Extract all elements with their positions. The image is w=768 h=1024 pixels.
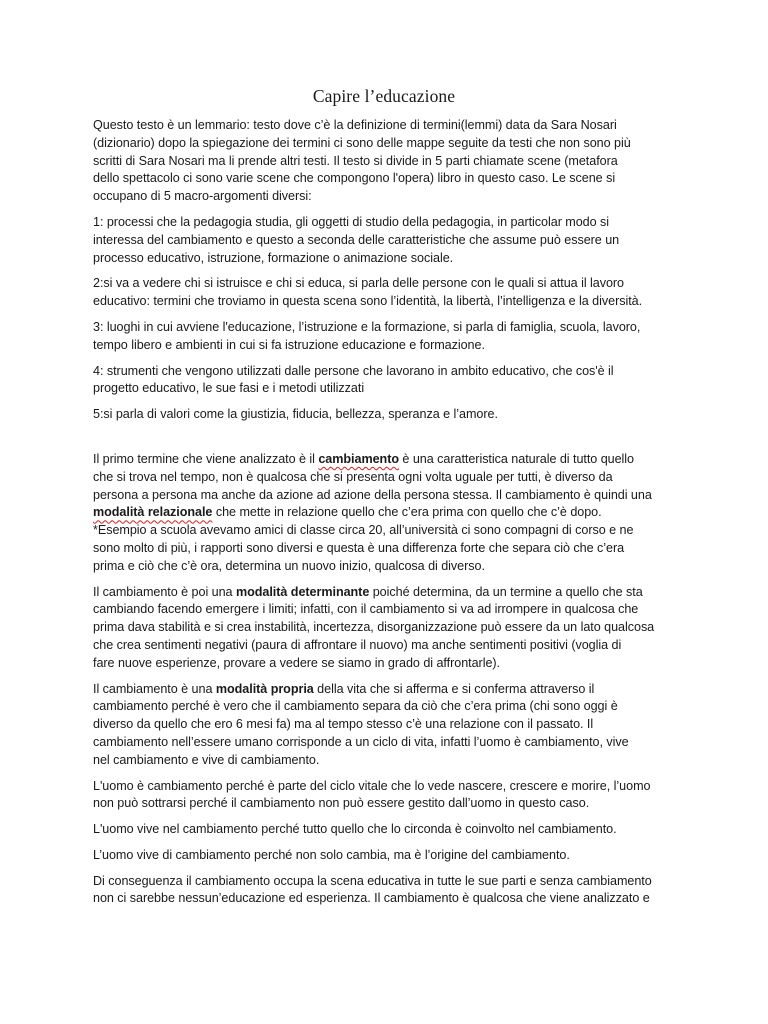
text-line: L'uomo è cambiamento perché è parte del ciclo vitale che lo vede nascere, crescere e morire, l’uomo (93, 778, 651, 793)
text-line: 5:si parla di valori come la giustizia, fiducia, bellezza, speranza e l’amore. (93, 407, 498, 422)
text-segment: Il cambiamento è poi una (93, 584, 236, 599)
text-line: scritti di Sara Nosari ma li prende altri testi. Il testo si divide in 5 parti chiamate scene (metafora (93, 153, 618, 168)
text-segment: che mette in relazione quello che c’era prima con quello che c’è dopo. (212, 505, 602, 520)
text-line: 1: processi che la pedagogia studia, gli oggetti di studio della pedagogia, in particolar modo si (93, 214, 610, 229)
text-line: prima dava stabilità e si crea instabilità, incertezza, disorganizzazione può essere da un lato qualcosa (93, 620, 655, 635)
text-line: sono molto di più, i rapporti sono diversi e questa è una differenza forte che separa ciò che c’era (93, 540, 625, 555)
text-line (93, 584, 693, 602)
text-line: tempo libero e ambienti in cui si fa istruzione educazione e formazione. (93, 337, 485, 352)
text-line: educativo: termini che troviamo in questa scena sono l’identità, la libertà, l’intelligenza e la diversità. (93, 294, 643, 309)
text-segment: poiché determina, da un termine a quello che sta (369, 584, 643, 599)
paragraph (93, 117, 693, 206)
text-line: processo educativo, istruzione, formazione o animazione sociale. (93, 250, 454, 265)
text-line: (dizionario) dopo la spiegazione dei termini ci sono delle mappe seguite da testi che non sono più (93, 135, 631, 150)
text-line: dello spettacolo ci sono varie scene che compongono l'opera) libro in questo caso. Le scene si (93, 171, 616, 186)
text-line: L'uomo vive nel cambiamento perché tutto quello che lo circonda è coinvolto nel cambiamento. (93, 822, 617, 837)
text-segment: Il cambiamento è una (93, 681, 216, 696)
text-line: 2:si va a vedere chi si istruisce e chi si educa, si parla delle persone con le quali si attua il lavoro (93, 276, 625, 291)
text-line: cambiamento nell’essere umano corrisponde a un ciclo di vita, infatti l’uomo è cambiamento, vive (93, 734, 629, 749)
text-line: persona a persona ma anche da azione ad azione della persona stessa. Il cambiamento è quindi una (93, 487, 652, 502)
text-line (93, 451, 693, 469)
paragraph (93, 451, 693, 576)
bold-term: modalità propria (215, 681, 314, 696)
paragraph (93, 319, 693, 355)
bold-term: modalità determinante (235, 584, 370, 599)
text-line: *Esempio a scuola avevamo amici di classe circa 20, all’università ci sono compagni di corso e ne (93, 523, 634, 538)
document-title: Capire l’educazione (312, 86, 456, 106)
text-line: fare nuove esperienze, provare a vedere se siamo in grado di affrontarle). (93, 655, 500, 670)
paragraph (93, 778, 693, 814)
text-line: prima e ciò che c’è ora, determina un nuovo inizio, qualcosa di diverso. (93, 558, 485, 573)
paragraph (93, 214, 693, 267)
text-line: Di conseguenza il cambiamento occupa la scena educativa in tutte le sue parti e senza cambiamento (93, 873, 652, 888)
text-line: L’uomo vive di cambiamento perché non solo cambia, ma è l’origine del cambiamento. (93, 847, 570, 862)
text-line: progetto educativo, le sue fasi e i metodi utilizzati (93, 381, 365, 396)
text-segment: è una caratteristica naturale di tutto quello (398, 451, 635, 466)
text-line: che si trova nel tempo, non è qualcosa che si presenta ogni volta uguale per tutti, è diverso da (93, 469, 613, 484)
text-line: non ci sarebbe nessun’educazione ed esperienza. Il cambiamento è qualcosa che viene analizzato e (93, 891, 650, 906)
text-line: diverso da quello che ero 6 mesi fa) ma al tempo stesso c’è una relazione con il passato. Il (93, 717, 594, 732)
paragraph (93, 584, 693, 673)
text-line: 4: strumenti che vengono utilizzati dalle persone che lavorano in ambito educativo, che cos'è il (93, 363, 614, 378)
spellcheck-term: cambiamento (318, 451, 399, 466)
text-line: cambiamento perché è vero che il cambiamento separa da ciò che c’era prima (chi sono oggi è (93, 699, 618, 714)
document-body (93, 117, 693, 916)
text-segment: Il primo termine che viene analizzato è il (93, 451, 319, 466)
paragraph (93, 873, 693, 909)
paragraph (93, 821, 693, 839)
text-line: non può sottrarsi perché il cambiamento non può essere gestito dall’uomo in questo caso. (93, 796, 590, 811)
text-line: nel cambiamento e vive di cambiamento. (93, 752, 320, 767)
text-line: Questo testo è un lemmario: testo dove c’è la definizione di termini(lemmi) data da Sara Nosari (93, 118, 617, 132)
paragraph (93, 681, 693, 770)
text-segment: della vita che si afferma e si conferma attraverso il (313, 681, 595, 696)
paragraph (93, 406, 693, 424)
text-line: interessa del cambiamento e questo a seconda delle caratteristiche che assume può essere un (93, 232, 620, 247)
text-line: 3: luoghi in cui avviene l'educazione, l’istruzione e la formazione, si parla di famiglia, scuola, lavoro, (93, 319, 641, 334)
text-line (93, 504, 693, 522)
text-line: che crea sentimenti negativi (paura di affrontare il nuovo) ma anche sentimenti positivi (voglia di (93, 637, 622, 652)
paragraph (93, 363, 693, 399)
text-line: cambiando facendo emergere i limiti; infatti, con il cambiamento si va ad irrompere in qualcosa che (93, 602, 639, 617)
text-line (93, 681, 693, 699)
spellcheck-term: modalità relazionale (93, 505, 213, 520)
paragraph (93, 847, 693, 865)
text-line: occupano di 5 macro-argomenti diversi: (93, 189, 312, 204)
paragraph (93, 275, 693, 311)
